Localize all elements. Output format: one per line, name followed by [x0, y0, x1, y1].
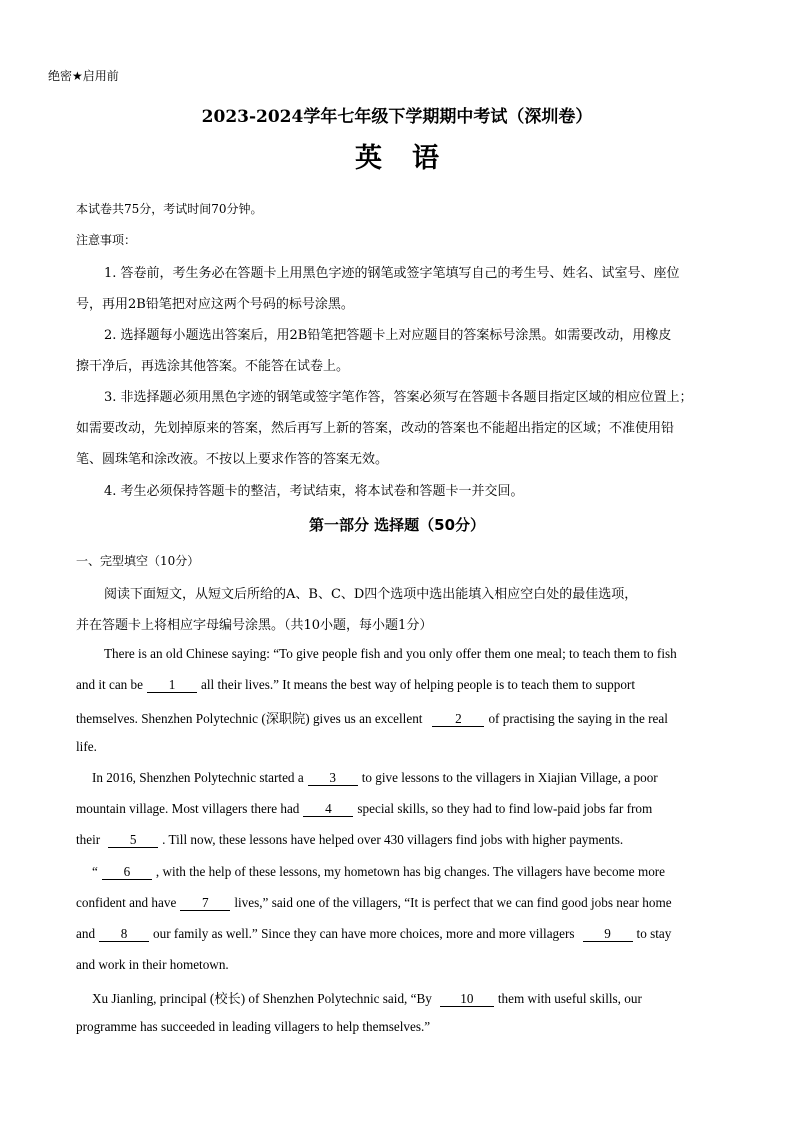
passage-text: themselves. Shenzhen Polytechnic (深职院) gives us an excellent	[76, 711, 423, 726]
passage-text: “	[92, 864, 98, 879]
blank-4: 4	[303, 802, 353, 817]
note-1-line-2: 号，再用2B铅笔把对应这两个号码的标号涂黑。	[76, 297, 354, 312]
passage-line	[76, 832, 623, 848]
passage-line	[92, 770, 658, 786]
passage-text: life.	[76, 739, 97, 754]
passage-line	[76, 957, 229, 973]
blank-6: 6	[102, 865, 152, 880]
blank-7: 7	[180, 896, 230, 911]
instruction-line-2: 并在答题卡上将相应字母编号涂黑。（共10小题，每小题1分）	[76, 618, 433, 633]
passage-line	[92, 988, 642, 1007]
passage-text: our family as well.” Since they can have more choices, more and more villagers	[153, 926, 575, 941]
passage-line	[76, 1019, 430, 1035]
passage-text: confident and have	[76, 895, 177, 910]
passage-text: to give lessons to the villagers in Xiajian Village, a poor	[361, 770, 658, 785]
instruction-line-1: 阅读下面短文，从短文后所给的A、B、C、D四个选项中选出能填入相应空白处的最佳选项，	[104, 587, 638, 602]
passage-text: In 2016, Shenzhen Polytechnic started a	[92, 770, 304, 785]
part-one-title: 第一部分 选择题（50分）	[308, 516, 486, 534]
passage-text: There is an old Chinese saying: “To give people fish and you only offer them one meal; to teach them to fish	[104, 646, 677, 661]
exam-info: 本试卷共75分，考试时间70分钟。	[76, 202, 263, 216]
passage-text: and	[76, 926, 96, 941]
passage-line	[92, 864, 665, 880]
passage-text: to stay	[636, 926, 672, 941]
note-4: 4. 考生必须保持答题卡的整洁，考试结束，将本试卷和答题卡一并交回。	[104, 484, 524, 499]
passage-text: . Till now, these lessons have helped over 430 villagers find jobs with higher payments.	[162, 832, 624, 847]
passage-text: and work in their hometown.	[76, 957, 229, 972]
passage-text: all their lives.” It means the best way of helping people is to teach them to support	[201, 677, 635, 692]
blank-2: 2	[432, 712, 484, 727]
passage-line	[76, 895, 672, 911]
note-3-line-3: 笔、圆珠笔和涂改液。不按以上要求作答的答案无效。	[76, 452, 389, 467]
passage-line	[76, 677, 635, 693]
passage-text: programme has succeeded in leading villagers to help themselves.”	[76, 1019, 431, 1034]
passage-text: their	[76, 832, 101, 847]
blank-9: 9	[583, 927, 633, 942]
blank-5: 5	[108, 833, 158, 848]
blank-1: 1	[147, 678, 197, 693]
passage-text: and it can be	[76, 677, 144, 692]
note-3-line-2: 如需要改动，先划掉原来的答案，然后再写上新的答案，改动的答案也不能超出指定的区域；不准使用铅	[76, 421, 675, 436]
passage-text: , with the help of these lessons, my hometown has big changes. The villagers have become more	[155, 864, 666, 879]
blank-3: 3	[308, 771, 358, 786]
passage-line	[76, 739, 97, 755]
blank-8: 8	[99, 927, 149, 942]
blank-10: 10	[440, 992, 494, 1007]
notes-heading: 注意事项：	[76, 233, 137, 247]
subject-title: 英语	[355, 143, 469, 174]
passage-text: of practising the saying in the real	[488, 711, 668, 726]
note-3-line-1: 3. 非选择题必须用黑色字迹的钢笔或签字笔作答，答案必须写在答题卡各题目指定区域的相应位置上；	[104, 390, 693, 405]
exam-title: 2023-2024学年七年级下学期期中考试（深圳卷）	[201, 107, 593, 127]
passage-text: special skills, so they had to find low-paid jobs far from	[357, 801, 653, 816]
note-1-line-1: 1. 答卷前，考生务必在答题卡上用黑色字迹的钢笔或签字笔填写自己的考生号、姓名、试室号、座位	[104, 266, 680, 281]
passage-line	[76, 708, 668, 727]
passage-line	[104, 646, 677, 662]
passage-text: Xu Jianling, principal (校长) of Shenzhen Polytechnic said, “By	[92, 991, 432, 1006]
passage-text: lives,” said one of the villagers, “It is perfect that we can find good jobs near home	[234, 895, 672, 910]
confidential-label: 绝密★启用前	[48, 69, 119, 83]
passage-line	[76, 926, 671, 942]
passage-text: mountain village. Most villagers there had	[76, 801, 300, 816]
passage-line	[76, 801, 652, 817]
passage-text: them with useful skills, our	[497, 991, 642, 1006]
note-2-line-1: 2. 选择题每小题选出答案后，用2B铅笔把答题卡上对应题目的答案标号涂黑。如需要改动，用橡皮	[104, 328, 672, 343]
section-1-heading: 一、完型填空（10分）	[76, 554, 200, 568]
note-2-line-2: 擦干净后，再选涂其他答案。不能答在试卷上。	[76, 359, 350, 374]
